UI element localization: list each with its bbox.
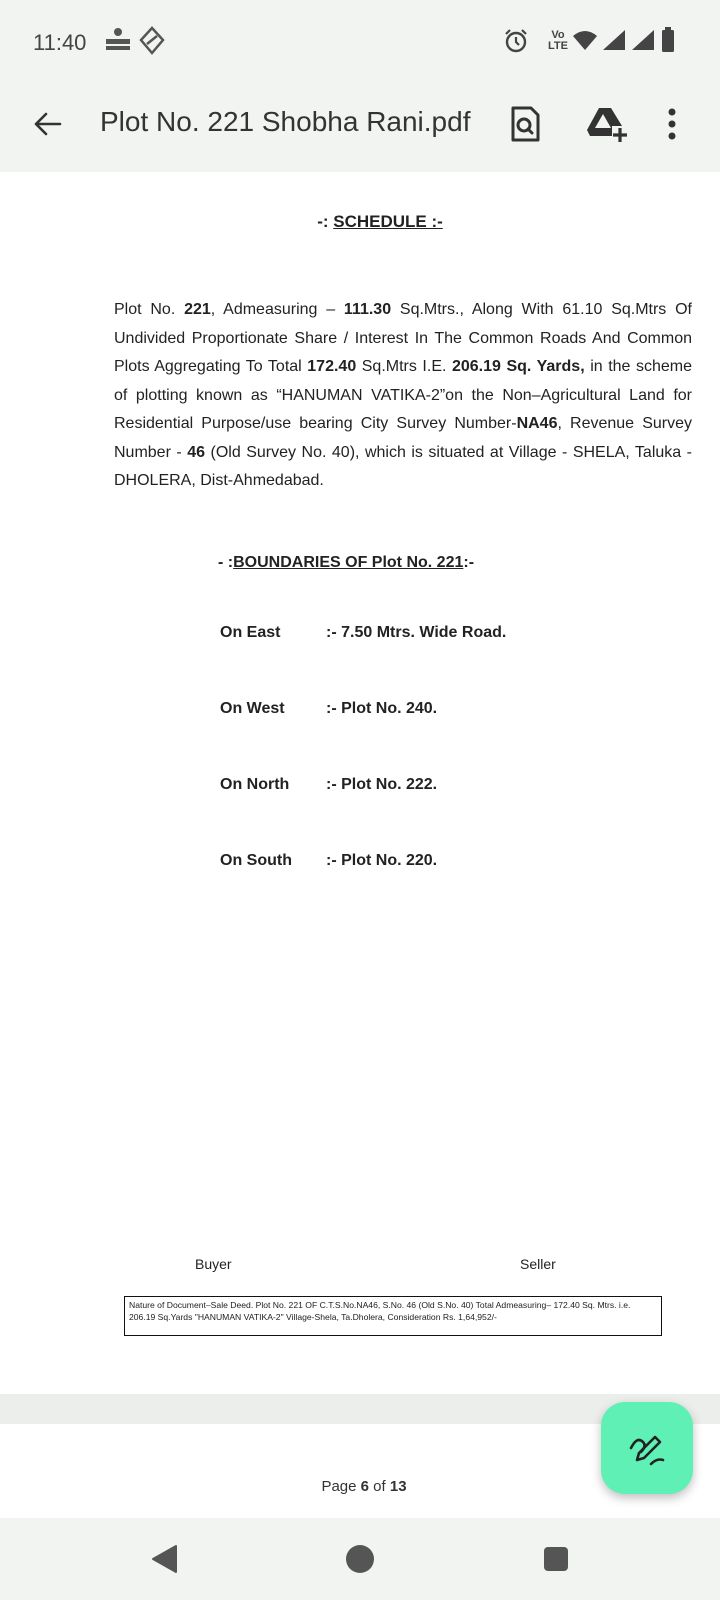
paragraph-segment: 206.19 Sq. Yards, [451, 358, 585, 375]
buyer-label: Buyer [195, 1256, 232, 1272]
paragraph-segment: 46 [187, 443, 206, 461]
paragraph-segment: Sq.Mtrs I.E. [356, 358, 452, 375]
wifi-icon [572, 30, 598, 57]
volte-icon [548, 30, 568, 52]
boundary-value: :- Plot No. 220. [326, 852, 438, 869]
paragraph-segment: 221 [184, 301, 211, 318]
boundary-value: :- Plot No. 222. [326, 776, 438, 793]
schedule-paragraph [114, 296, 692, 496]
edit-fab-button[interactable] [601, 1402, 693, 1494]
boundary-direction: On East [220, 624, 281, 641]
status-time: 11:40 [33, 30, 87, 55]
volte-top-label: Vo [551, 29, 565, 41]
boundaries-title: BOUNDARIES OF Plot No. 221 [233, 554, 464, 571]
nav-recents-icon[interactable] [543, 1546, 569, 1577]
boundary-direction: On South [220, 852, 292, 869]
page-current: 6 [360, 1478, 369, 1495]
paragraph-segment: (Old Survey No. 40), which is situated at Village - SHELA, Taluka - DHOLERA, Dist-Ahmedabad. [114, 443, 692, 489]
signal-icon-2 [631, 29, 655, 56]
more-vert-icon[interactable] [664, 104, 680, 144]
schedule-prefix: -: [317, 212, 334, 231]
paragraph-segment: Sq.Mtrs., Along With 61.10 Sq.Mtrs Of Undivided Proportionate Share / Interest In The Common Roads And Common Plots Aggregating To Total [114, 301, 692, 375]
page-total: 13 [389, 1478, 407, 1495]
news-app-icon [103, 27, 133, 60]
paragraph-segment: , Revenue Survey Number - [114, 415, 692, 461]
page-prefix: Page [321, 1478, 361, 1495]
search-document-icon[interactable] [505, 104, 545, 144]
boundary-direction: On North [220, 776, 290, 793]
alarm-icon [503, 28, 529, 59]
schedule-title: SCHEDULE :- [333, 212, 443, 231]
boundaries-heading [218, 554, 474, 572]
boundary-value: :- Plot No. 240. [326, 700, 438, 717]
boundaries-suffix: :- [463, 554, 475, 571]
paragraph-segment: 172.40 [307, 358, 357, 375]
paragraph-segment: 111.30 [343, 301, 392, 318]
drive-add-icon[interactable] [586, 104, 626, 144]
paragraph-segment: in the scheme of plotting known as “HANUMAN VATIKA-2”on the Non–Agricultural Land for Residential Purpose/use bearing City Survey Number- [114, 358, 693, 432]
schedule-heading [0, 212, 720, 232]
battery-icon [661, 27, 675, 58]
page-separator-text: of [369, 1478, 390, 1495]
nav-home-icon[interactable] [345, 1544, 375, 1579]
document-title: Plot No. 221 Shobha Rani.pdf [100, 106, 471, 137]
boundaries-prefix: - : [218, 554, 234, 571]
seller-label: Seller [520, 1256, 556, 1272]
signal-icon [602, 29, 626, 56]
vpn-shield-icon [138, 26, 166, 61]
nature-of-document-box: Nature of Document–Sale Deed. Plot No. 221 OF C.T.S.No.NA46, S.No. 46 (Old S.No. 40) Total Admeasuring– 172.40 Sq. Mtrs. i.e. 206.19 Sq.Yards "HANUMAN VATIKA-2" Village-Shela, Ta.Dholera, Consideration Rs. 1,64,952/- [124, 1296, 662, 1336]
navigation-bar [0, 1518, 720, 1600]
status-bar [0, 0, 720, 84]
paragraph-segment: , Admeasuring – [210, 301, 344, 318]
boundary-value: :- 7.50 Mtrs. Wide Road. [326, 624, 507, 641]
paragraph-segment: NA46 [516, 415, 558, 432]
app-bar [0, 84, 720, 172]
nav-back-icon[interactable] [150, 1544, 178, 1579]
volte-bottom-label: LTE [548, 40, 568, 52]
back-arrow-icon[interactable] [30, 106, 66, 142]
paragraph-segment: Plot No. [114, 301, 185, 318]
top-bar-area [0, 0, 720, 172]
boundary-direction: On West [220, 700, 285, 717]
pdf-page[interactable] [0, 172, 720, 1396]
